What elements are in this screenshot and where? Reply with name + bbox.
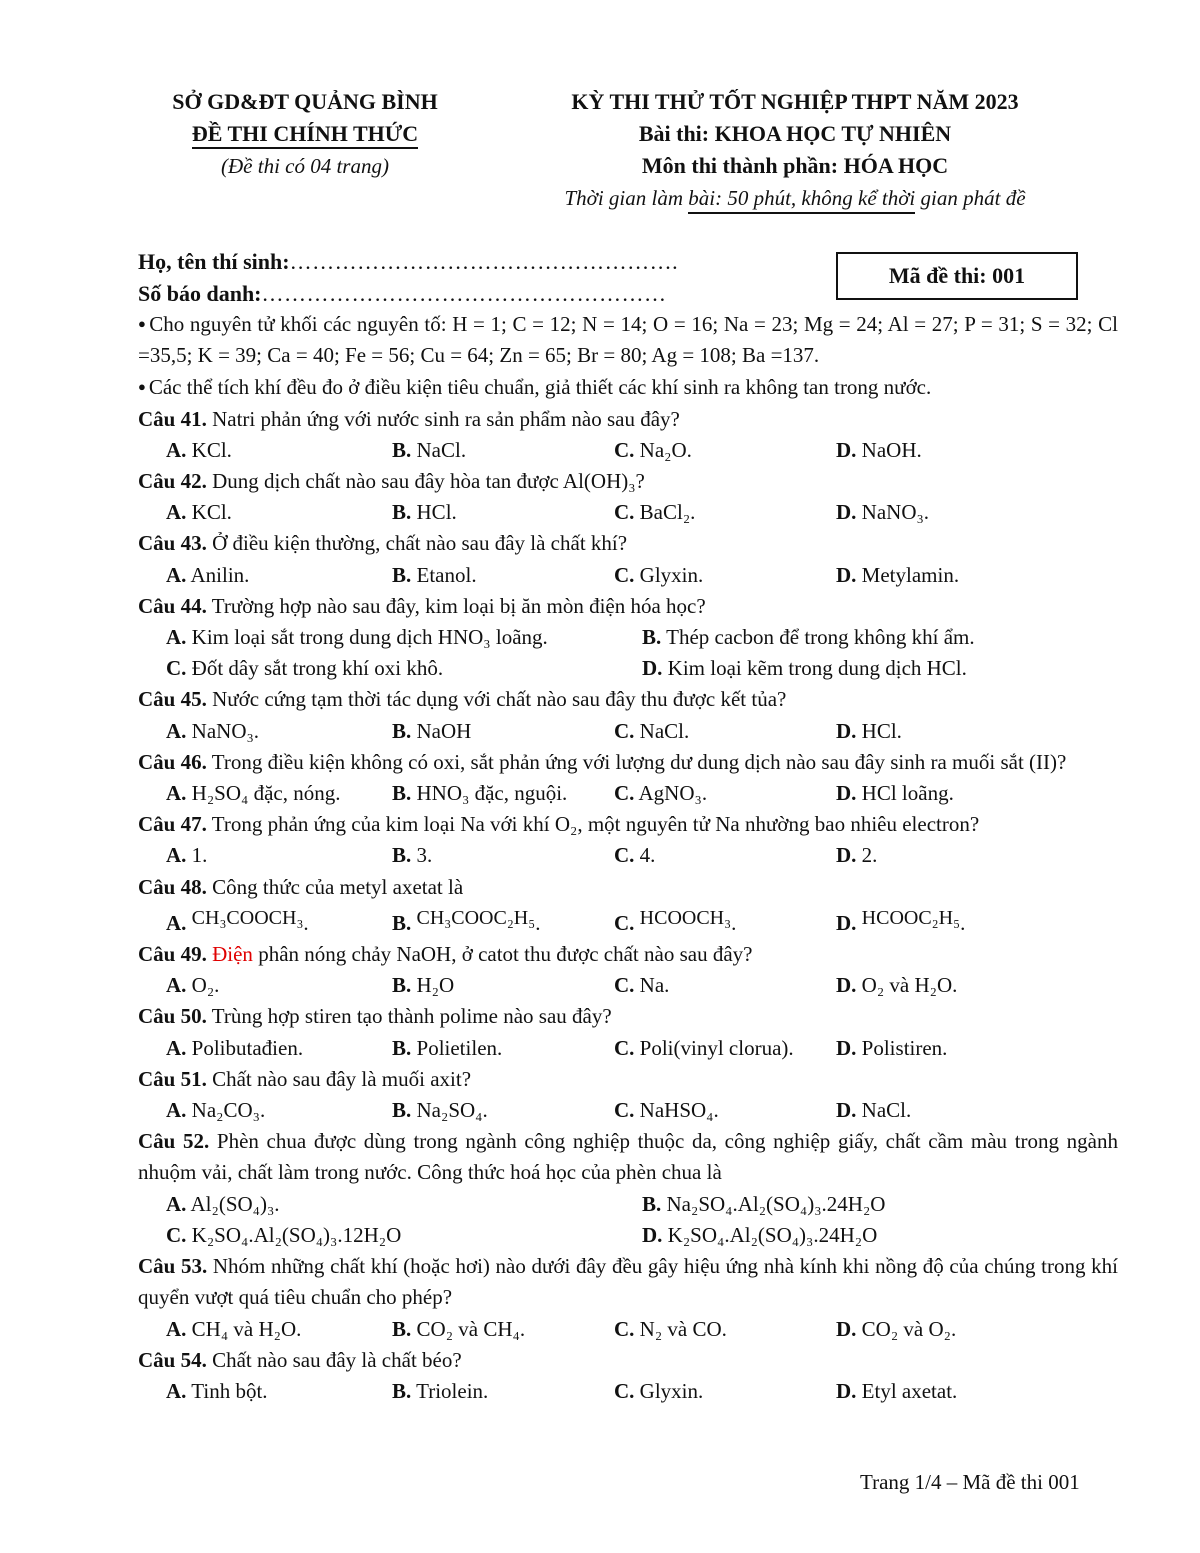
question-body: Natri phản ứng với nước sinh ra sản phẩm nào sau đây? — [206, 406, 680, 431]
answer-option — [392, 840, 614, 871]
option-letter: A. — [166, 437, 187, 462]
answer-option — [392, 1033, 614, 1064]
option-text: H₂O — [411, 973, 455, 998]
question-body: Trong phản ứng của kim loại Na với khí O₂, một nguyên tử Na nhường bao nhiêu electron? — [206, 812, 980, 837]
question — [138, 528, 1118, 590]
question — [138, 1001, 1118, 1063]
option-letter: A. — [166, 625, 187, 650]
info-note-text: Cho nguyên tử khối các nguyên tố: H = 1; C = 12; N = 14; O = 16; Na = 23; Mg = 24; Al = 27; P = 31; S = 32; Cl =35,5; K = 39; Ca = 40; Fe = 56; Cu = 64; Zn = 65; Br = 80; Ag = 108; Ba =137. — [138, 312, 1118, 368]
option-letter: A. — [166, 1035, 187, 1060]
header-right — [505, 86, 1085, 214]
info-note — [138, 308, 1118, 371]
answer-option — [614, 840, 836, 871]
option-text: CO₂ và O₂. — [856, 1316, 957, 1341]
question — [138, 1345, 1118, 1407]
answer-option — [166, 1033, 392, 1064]
answer-option — [614, 778, 836, 809]
answer-option — [836, 716, 1062, 747]
option-letter: D. — [836, 437, 857, 462]
option-letter: A. — [166, 781, 187, 806]
question-number: Câu 45. — [138, 687, 207, 712]
option-text: Glyxin. — [634, 1378, 704, 1403]
option-text: 1. — [186, 843, 208, 868]
answer-option — [166, 653, 642, 684]
option-letter: D. — [836, 910, 857, 935]
answer-option — [166, 778, 392, 809]
option-text: O₂ và H₂O. — [856, 973, 958, 998]
option-letter: A. — [166, 1191, 187, 1216]
option-letter: A. — [166, 1098, 187, 1123]
answer-option — [392, 778, 614, 809]
option-letter: B. — [392, 562, 412, 587]
answer-options — [138, 1376, 1118, 1407]
option-letter: D. — [642, 1222, 663, 1247]
answer-options — [138, 622, 1118, 653]
option-letter: D. — [836, 1098, 857, 1123]
question-body: phân nóng chảy NaOH, ở catot thu được chất nào sau đây? — [252, 942, 753, 967]
option-letter: B. — [392, 973, 412, 998]
question-text — [138, 1345, 1118, 1376]
option-letter: B. — [392, 437, 412, 462]
answer-option — [166, 622, 642, 653]
chemical-formula: CH₃COOC₂H₅ — [416, 906, 536, 929]
answer-option — [836, 497, 1062, 528]
answer-option — [166, 903, 392, 939]
option-text: HCl. — [856, 718, 902, 743]
answer-option — [642, 1220, 1118, 1251]
question-number: Câu 48. — [138, 874, 207, 899]
option-letter: A. — [166, 500, 187, 525]
pages-note: (Đề thi có 04 trang) — [221, 154, 389, 178]
answer-option — [836, 778, 1062, 809]
question-number: Câu 50. — [138, 1004, 207, 1029]
exam-code: Mã đề thi: 001 — [888, 263, 1026, 288]
option-letter: B. — [392, 500, 412, 525]
candidate-name-label: Họ, tên thí sinh: — [138, 249, 290, 274]
option-text: 3. — [411, 843, 433, 868]
question — [138, 591, 1118, 685]
question-text — [138, 1251, 1118, 1313]
option-letter: D. — [836, 1035, 857, 1060]
question — [138, 404, 1118, 466]
option-text: H₂SO₄ đặc, nóng. — [186, 781, 341, 806]
candidate-id-label: Số báo danh: — [138, 281, 262, 306]
question-body: Chất nào sau đây là muối axit? — [206, 1066, 472, 1091]
question-text — [138, 404, 1118, 435]
question — [138, 939, 1118, 1001]
option-letter: C. — [614, 500, 635, 525]
answer-option — [392, 1314, 614, 1345]
answer-option — [642, 653, 1118, 684]
answer-options — [138, 903, 1118, 939]
option-letter: A. — [166, 843, 187, 868]
answer-option — [836, 1314, 1062, 1345]
question-body: Dung dịch chất nào sau đây hòa tan được Al(OH)₃? — [206, 469, 645, 494]
option-text: KCl. — [186, 500, 232, 525]
answer-options — [138, 435, 1118, 466]
option-text: Na₂SO₄.Al₂(SO₄)₃.24H₂O — [661, 1191, 886, 1216]
info-note — [138, 371, 1118, 403]
question-text — [138, 1064, 1118, 1095]
question-number: Câu 52. — [138, 1129, 210, 1154]
option-text: Al₂(SO₄)₃. — [186, 1191, 280, 1216]
option-letter: C. — [614, 910, 635, 935]
answer-options — [138, 716, 1118, 747]
option-letter: A. — [166, 562, 187, 587]
answer-option — [166, 1189, 642, 1220]
option-text: KCl. — [186, 437, 232, 462]
exam-type: ĐỀ THI CHÍNH THỨC — [192, 121, 418, 149]
question-number: Câu 47. — [138, 812, 207, 837]
answer-option — [642, 622, 1118, 653]
question-number: Câu 51. — [138, 1066, 207, 1091]
answer-option — [614, 1314, 836, 1345]
answer-option — [836, 1033, 1062, 1064]
option-text: Na₂SO₄. — [411, 1098, 488, 1123]
answer-option — [614, 1376, 836, 1407]
question-number: Câu 53. — [138, 1254, 208, 1279]
option-text: NaCl. — [856, 1098, 912, 1123]
option-letter: C. — [614, 973, 635, 998]
question-text — [138, 1001, 1118, 1032]
question-body: Trùng hợp stiren tạo thành polime nào sau đây? — [206, 1004, 612, 1029]
question — [138, 466, 1118, 528]
exam-content — [138, 308, 1118, 1407]
answer-option — [392, 1376, 614, 1407]
option-suffix: . — [535, 910, 541, 935]
option-text: NaNO₃. — [186, 718, 260, 743]
candidate-info — [138, 246, 678, 310]
answer-option — [614, 716, 836, 747]
question-body: Ở điều kiện thường, chất nào sau đây là chất khí? — [206, 531, 628, 556]
option-letter: C. — [166, 656, 187, 681]
option-letter: D. — [836, 973, 857, 998]
option-text: BaCl₂. — [634, 500, 696, 525]
answer-options — [138, 1033, 1118, 1064]
question-text — [138, 747, 1118, 778]
option-text: NaOH — [411, 718, 472, 743]
question-text — [138, 872, 1118, 903]
info-note-text: Các thể tích khí đều đo ở điều kiện tiêu chuẩn, giả thiết các khí sinh ra không tan trong nước. — [148, 375, 932, 400]
question — [138, 1126, 1118, 1251]
question — [138, 684, 1118, 746]
option-text: K₂SO₄.Al₂(SO₄)₃.24H₂O — [662, 1222, 878, 1247]
answer-option — [166, 1376, 392, 1407]
option-text: Na₂CO₃. — [186, 1098, 266, 1123]
answer-options — [138, 1095, 1118, 1126]
question-body: Trường hợp nào sau đây, kim loại bị ăn mòn điện hóa học? — [206, 593, 706, 618]
answer-option — [836, 840, 1062, 871]
option-letter: C. — [614, 1378, 635, 1403]
answer-option — [614, 435, 836, 466]
subject-name: Môn thi thành phần: HÓA HỌC — [641, 153, 949, 178]
org-name: SỞ GD&ĐT QUẢNG BÌNH — [172, 89, 438, 114]
question-text — [138, 684, 1118, 715]
answer-options — [138, 653, 1118, 684]
option-text: NaOH. — [856, 437, 922, 462]
bullet-icon: ● — [138, 316, 147, 331]
option-letter: B. — [642, 625, 662, 650]
chemical-formula: HCOOC₂H₅ — [861, 906, 961, 929]
option-letter: D. — [836, 500, 857, 525]
exam-name: KỲ THI THỬ TỐT NGHIỆP THPT NĂM 2023 — [571, 89, 1019, 114]
answer-option — [614, 560, 836, 591]
answer-options — [138, 970, 1118, 1001]
option-letter: A. — [166, 1316, 187, 1341]
answer-option — [614, 1095, 836, 1126]
option-letter: D. — [836, 1316, 857, 1341]
option-letter: B. — [392, 843, 412, 868]
exam-code-box — [836, 252, 1078, 300]
option-text: Anilin. — [186, 562, 250, 587]
option-letter: A. — [166, 973, 187, 998]
answer-option — [392, 560, 614, 591]
question-text — [138, 939, 1118, 970]
option-text: Thép cacbon để trong không khí ẩm. — [661, 625, 975, 650]
answer-option — [166, 497, 392, 528]
answer-option — [166, 716, 392, 747]
answer-option — [614, 903, 836, 939]
page-footer: Trang 1/4 – Mã đề thi 001 — [860, 1470, 1080, 1494]
option-letter: B. — [392, 1378, 412, 1403]
question-number: Câu 41. — [138, 406, 207, 431]
answer-options — [138, 1220, 1118, 1251]
option-text: Glyxin. — [634, 562, 704, 587]
option-letter: A. — [166, 718, 187, 743]
answer-option — [166, 840, 392, 871]
option-letter: B. — [392, 781, 412, 806]
question — [138, 872, 1118, 939]
answer-option — [836, 903, 1062, 939]
answer-option — [836, 970, 1062, 1001]
option-text: HCl loãng. — [856, 781, 954, 806]
option-text: N₂ và CO. — [634, 1316, 727, 1341]
option-text: Na. — [634, 973, 670, 998]
option-letter: C. — [614, 1316, 635, 1341]
option-letter: B. — [392, 1035, 412, 1060]
option-text: NaNO₃. — [856, 500, 930, 525]
option-letter: B. — [642, 1191, 662, 1216]
highlighted-word: Điện — [206, 942, 253, 967]
answer-options — [138, 1314, 1118, 1345]
option-text: Kim loại kẽm trong dung dịch HCl. — [662, 656, 967, 681]
option-text: Polietilen. — [411, 1035, 503, 1060]
option-letter: C. — [614, 437, 635, 462]
option-text: AgNO₃. — [634, 781, 708, 806]
answer-option — [392, 435, 614, 466]
option-text: Đốt dây sắt trong khí oxi khô. — [186, 656, 444, 681]
option-text: HCl. — [411, 500, 457, 525]
answer-option — [836, 560, 1062, 591]
option-text: Metylamin. — [856, 562, 960, 587]
option-letter: B. — [392, 1316, 412, 1341]
question-body: Nước cứng tạm thời tác dụng với chất nào sau đây thu được kết tủa? — [206, 687, 787, 712]
answer-option — [836, 435, 1062, 466]
option-text: Etanol. — [411, 562, 477, 587]
answer-option — [392, 497, 614, 528]
option-text: NaCl. — [634, 718, 690, 743]
answer-option — [166, 1220, 642, 1251]
option-text: Triolein. — [411, 1378, 489, 1403]
answer-options — [138, 840, 1118, 871]
answer-option — [166, 1314, 392, 1345]
question — [138, 809, 1118, 871]
question-text — [138, 466, 1118, 497]
answer-option — [614, 970, 836, 1001]
candidate-id-field: ……………………………………………… — [261, 281, 667, 306]
test-name: Bài thi: KHOA HỌC TỰ NHIÊN — [638, 121, 952, 146]
option-text: Na₂O. — [634, 437, 692, 462]
option-text: NaHSO₄. — [634, 1098, 719, 1123]
option-text: HNO₃ đặc, nguội. — [411, 781, 568, 806]
answer-option — [166, 1095, 392, 1126]
question — [138, 1064, 1118, 1126]
question-number: Câu 54. — [138, 1347, 207, 1372]
option-text: Etyl axetat. — [856, 1378, 958, 1403]
answer-option — [392, 1095, 614, 1126]
answer-option — [166, 970, 392, 1001]
option-text: O₂. — [186, 973, 220, 998]
question-body: Nhóm những chất khí (hoặc hơi) nào dưới đây đều gây hiệu ứng nhà kính khi nồng độ của chúng trong khí quyển vượt quá tiêu chuẩn cho phép? — [138, 1254, 1118, 1310]
question-number: Câu 44. — [138, 593, 207, 618]
option-text: 4. — [634, 843, 656, 868]
question-body: Trong điều kiện không có oxi, sắt phản ứng với lượng dư dung dịch nào sau đây sinh ra muối sắt (II)? — [206, 749, 1067, 774]
answer-option — [392, 903, 614, 939]
option-text: 2. — [856, 843, 878, 868]
option-letter: D. — [836, 1378, 857, 1403]
option-letter: D. — [836, 781, 857, 806]
answer-options — [138, 1189, 1118, 1220]
question-number: Câu 49. — [138, 942, 207, 967]
answer-options — [138, 778, 1118, 809]
option-letter: B. — [392, 1098, 412, 1123]
option-letter: C. — [614, 843, 635, 868]
question-body: Công thức của metyl axetat là — [206, 874, 464, 899]
option-letter: C. — [614, 781, 635, 806]
option-letter: D. — [836, 718, 857, 743]
chemical-formula: HCOOCH₃ — [639, 906, 732, 929]
question-text — [138, 809, 1118, 840]
chemical-formula: CH₃COOCH₃ — [191, 906, 304, 929]
option-letter: C. — [166, 1222, 187, 1247]
option-text: CO₂ và CH₄. — [411, 1316, 526, 1341]
answer-option — [836, 1095, 1062, 1126]
option-letter: C. — [614, 718, 635, 743]
option-letter: B. — [392, 910, 412, 935]
answer-option — [614, 1033, 836, 1064]
answer-options — [138, 560, 1118, 591]
option-text: CH₄ và H₂O. — [186, 1316, 302, 1341]
answer-option — [614, 497, 836, 528]
option-letter: A. — [166, 1378, 187, 1403]
answer-options — [138, 497, 1118, 528]
option-letter: C. — [614, 1098, 635, 1123]
option-letter: D. — [836, 562, 857, 587]
option-letter: D. — [836, 843, 857, 868]
option-letter: A. — [166, 910, 187, 935]
option-text: Kim loại sắt trong dung dịch HNO₃ loãng. — [186, 625, 548, 650]
option-text: Tinh bột. — [186, 1378, 268, 1403]
option-text: NaCl. — [411, 437, 467, 462]
question-body: Chất nào sau đây là chất béo? — [206, 1347, 462, 1372]
answer-option — [166, 560, 392, 591]
time-note: Thời gian làm bài: 50 phút, không kể thời gian phát đề — [505, 182, 1085, 214]
option-suffix: . — [960, 910, 966, 935]
question-text — [138, 1126, 1118, 1188]
header-left — [100, 86, 510, 182]
option-suffix: . — [731, 910, 737, 935]
answer-option — [166, 435, 392, 466]
option-text: Polibutađien. — [186, 1035, 304, 1060]
question-body: Phèn chua được dùng trong ngành công nghiệp thuộc da, công nghiệp giấy, chất cầm màu trong ngành nhuộm vải, chất làm trong nước. Công thức hoá học của phèn chua là — [138, 1129, 1118, 1185]
candidate-name-field: ……………………………………………. — [289, 249, 679, 274]
option-text: Poli(vinyl clorua). — [634, 1035, 794, 1060]
answer-option — [392, 716, 614, 747]
option-letter: C. — [614, 562, 635, 587]
bullet-icon: ● — [138, 379, 146, 395]
question-text — [138, 591, 1118, 622]
question-number: Câu 46. — [138, 749, 207, 774]
option-letter: B. — [392, 718, 412, 743]
answer-option — [642, 1189, 1118, 1220]
question-text — [138, 528, 1118, 559]
question-number: Câu 43. — [138, 531, 207, 556]
option-text: K₂SO₄.Al₂(SO₄)₃.12H₂O — [186, 1222, 402, 1247]
answer-option — [392, 970, 614, 1001]
option-letter: C. — [614, 1035, 635, 1060]
option-text: Polistiren. — [856, 1035, 948, 1060]
option-suffix: . — [303, 910, 309, 935]
question — [138, 1251, 1118, 1345]
question — [138, 747, 1118, 809]
option-letter: D. — [642, 656, 663, 681]
question-number: Câu 42. — [138, 469, 207, 494]
answer-option — [836, 1376, 1062, 1407]
